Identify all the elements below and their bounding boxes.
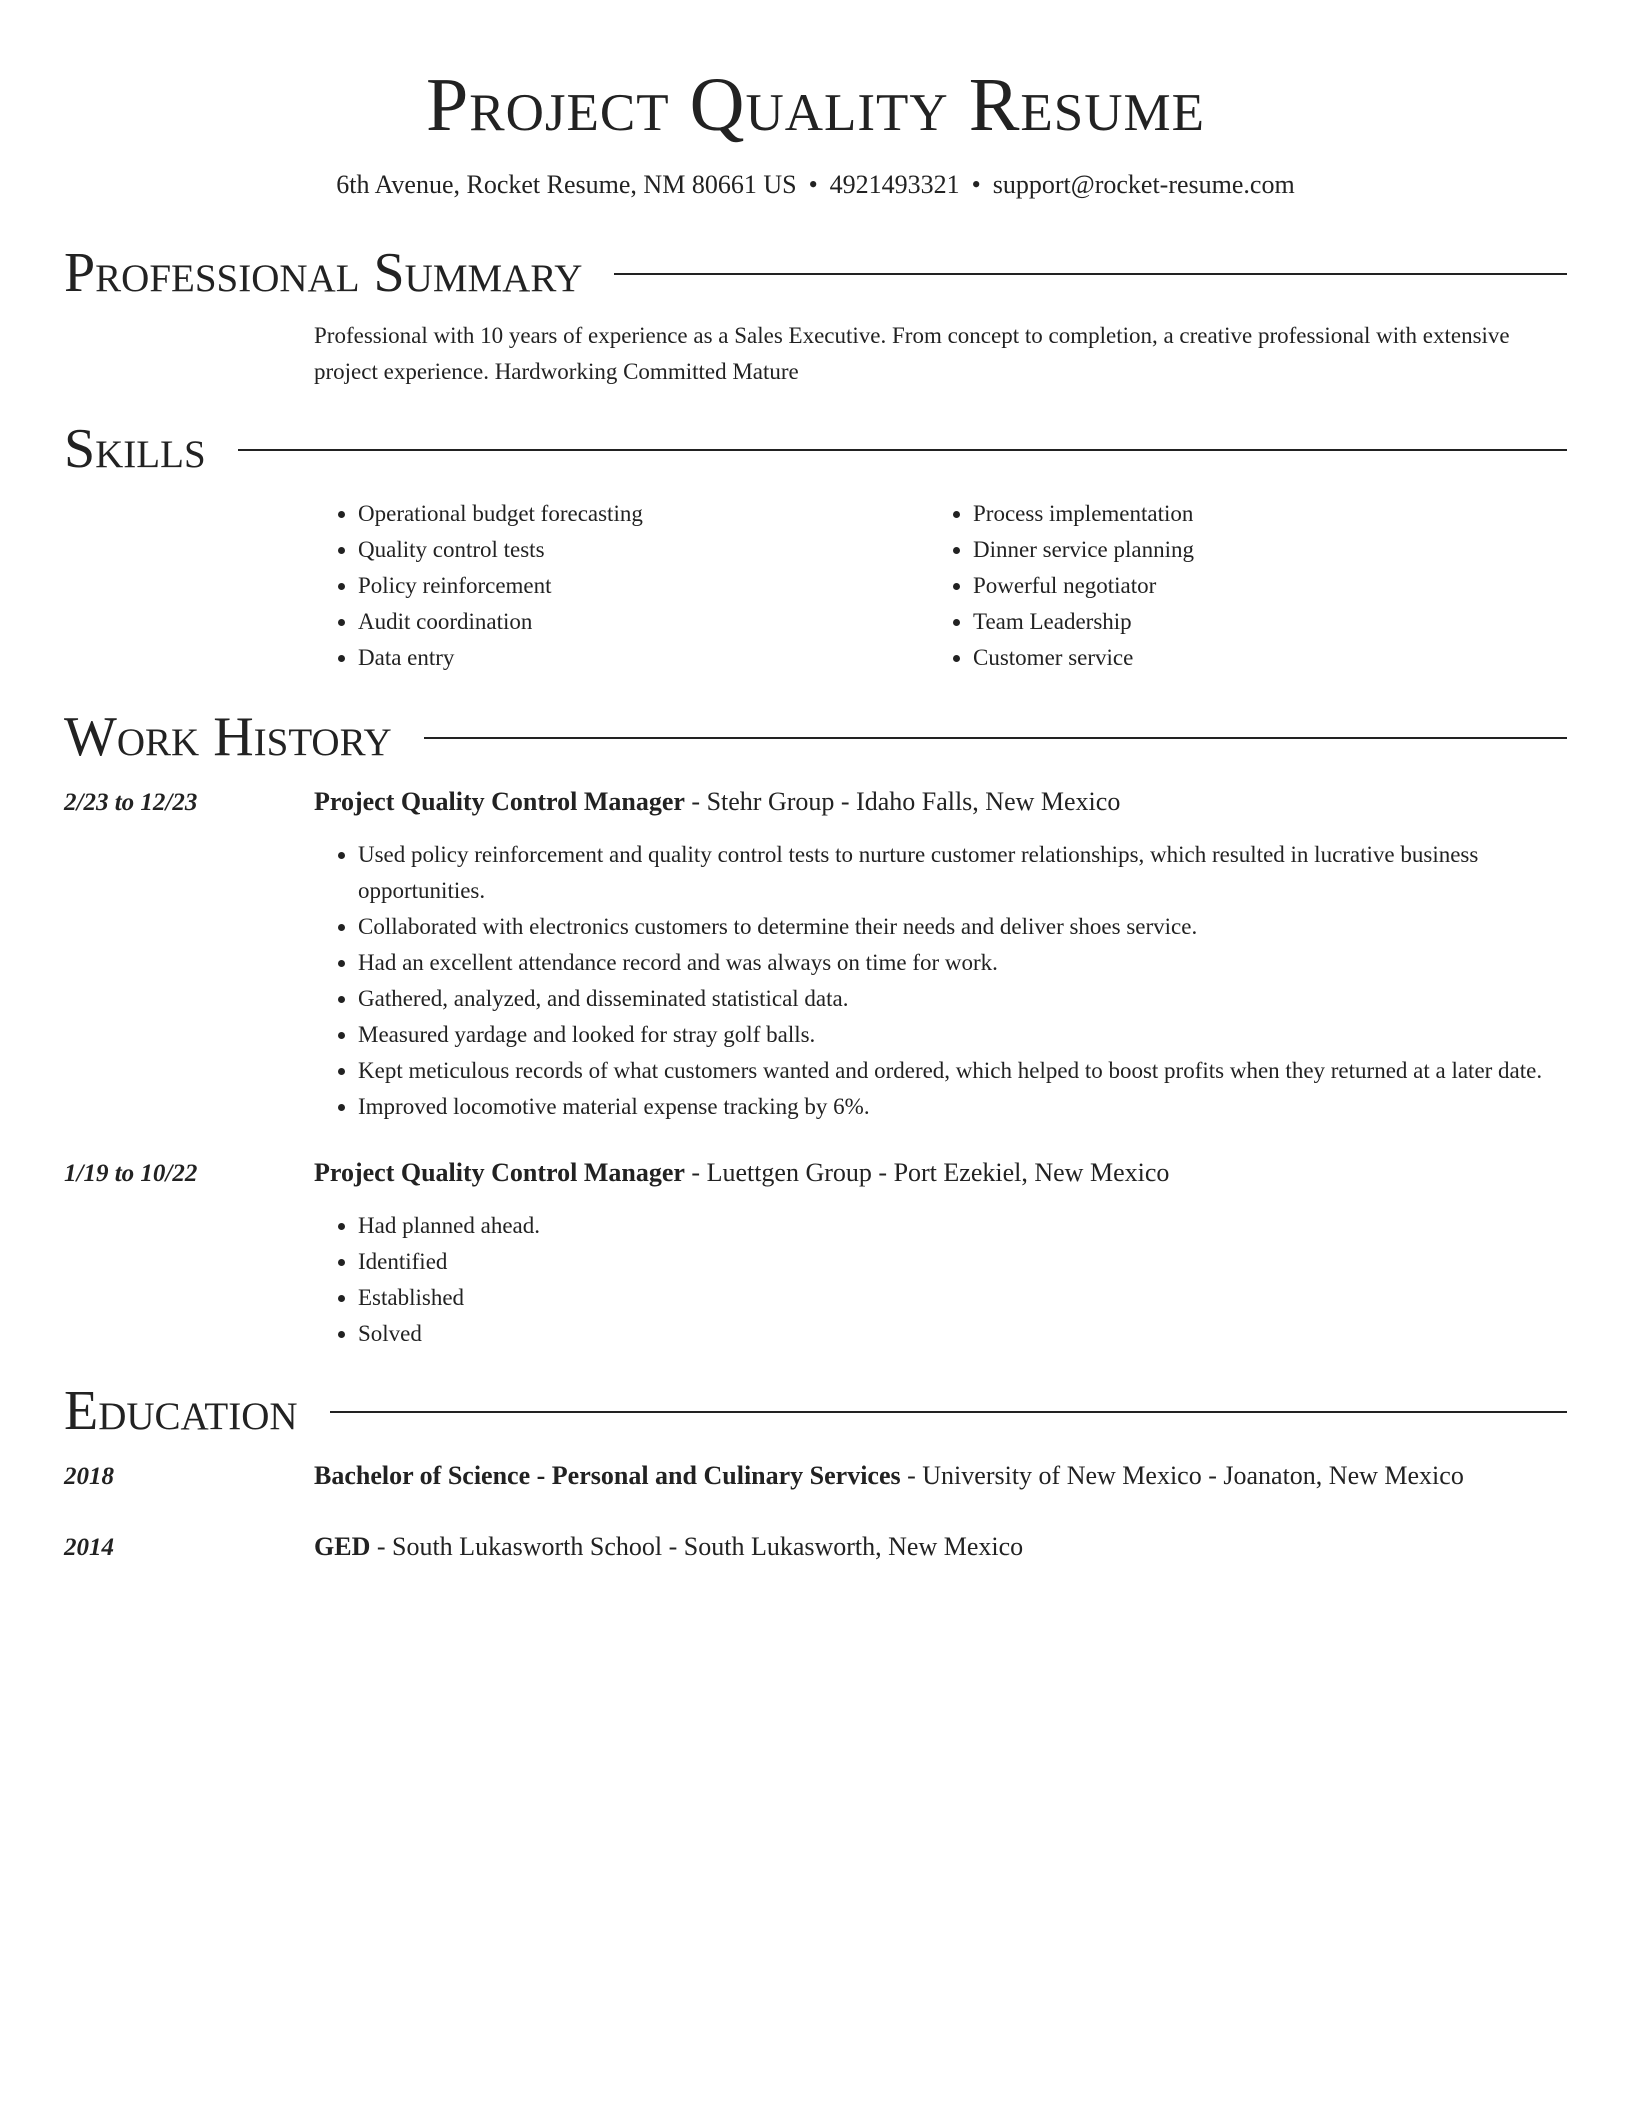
job-entry	[64, 784, 1567, 821]
education-degree: Bachelor of Science - Personal and Culinary Services	[314, 1461, 901, 1490]
skill-item: • Powerful negotiator	[973, 568, 1544, 604]
skills-column-left	[314, 496, 929, 676]
job-bullet: • Had an excellent attendance record and was always on time for work.	[358, 945, 1567, 981]
education-entry	[64, 1529, 1567, 1566]
contact-email: support@rocket-resume.com	[992, 170, 1295, 199]
skill-item: • Quality control tests	[358, 532, 929, 568]
summary-section-heading	[64, 240, 1567, 306]
job-bullet: • Established	[358, 1280, 1567, 1316]
skills-list	[314, 496, 1567, 676]
contact-separator: •	[808, 170, 818, 199]
job-details: - Stehr Group - Idaho Falls, New Mexico	[684, 787, 1121, 816]
skill-item: • Team Leadership	[973, 604, 1544, 640]
skill-item: • Data entry	[358, 640, 929, 676]
job-bullet: • Solved	[358, 1316, 1567, 1352]
job-dates: 1/19 to 10/22	[64, 1160, 198, 1187]
summary-text: Professional with 10 years of experience as a Sales Executive. From concept to completion, a creative professional with extensive project experience. Hardworking Committed Mature	[314, 323, 1510, 384]
job-bullet: • Gathered, analyzed, and disseminated statistical data.	[358, 981, 1567, 1017]
job-bullet: • Measured yardage and looked for stray golf balls.	[358, 1017, 1567, 1053]
job-bullets	[314, 837, 1567, 1125]
skill-item: • Dinner service planning	[973, 532, 1544, 568]
job-dates: 2/23 to 12/23	[64, 789, 198, 816]
education-degree: GED	[314, 1532, 371, 1561]
job-bullet: • Used policy reinforcement and quality control tests to nurture customer relationships, which resulted in lucrative business opportunities.	[358, 837, 1567, 909]
resume-name: Project Quality Resume	[425, 63, 1206, 147]
job-bullets	[314, 1208, 1567, 1352]
education-year: 2014	[64, 1534, 114, 1561]
job-entry	[64, 1155, 1567, 1192]
job-title: Project Quality Control Manager	[314, 787, 685, 816]
job-bullet: • Had planned ahead.	[358, 1208, 1567, 1244]
resume-page	[64, 0, 1567, 1566]
education-details: - University of New Mexico - Joanaton, New Mexico	[900, 1461, 1464, 1490]
education-section-heading	[64, 1378, 1567, 1444]
education-line	[314, 1529, 1023, 1565]
skills-section-heading	[64, 416, 1567, 482]
job-bullet: • Improved locomotive material expense tracking by 6%.	[358, 1089, 1567, 1125]
skill-item: • Customer service	[973, 640, 1544, 676]
work-heading-text: Work History	[64, 706, 392, 768]
job-bullet: • Kept meticulous records of what customers wanted and ordered, which helped to boost profits when they returned at a later date.	[358, 1053, 1567, 1089]
education-heading-text: Education	[64, 1380, 298, 1442]
skill-item: • Process implementation	[973, 496, 1544, 532]
education-entry	[64, 1458, 1567, 1495]
contact-separator: •	[971, 170, 981, 199]
section-divider	[424, 737, 1567, 739]
job-title-line	[314, 784, 1120, 820]
section-divider	[330, 1411, 1567, 1413]
contact-address: 6th Avenue, Rocket Resume, NM 80661 US	[336, 170, 797, 199]
skills-column-right	[929, 496, 1544, 676]
job-details: - Luettgen Group - Port Ezekiel, New Mexico	[684, 1158, 1170, 1187]
skill-item: • Policy reinforcement	[358, 568, 929, 604]
job-title-line	[314, 1155, 1169, 1191]
work-section-heading	[64, 704, 1567, 770]
education-details: - South Lukasworth School - South Lukasworth, New Mexico	[370, 1532, 1024, 1561]
skill-item: • Audit coordination	[358, 604, 929, 640]
skill-item: • Operational budget forecasting	[358, 496, 929, 532]
section-divider	[614, 273, 1567, 275]
section-divider	[238, 449, 1567, 451]
contact-phone: 4921493321	[829, 170, 960, 199]
job-bullet: • Identified	[358, 1244, 1567, 1280]
job-title: Project Quality Control Manager	[314, 1158, 685, 1187]
education-year: 2018	[64, 1463, 114, 1490]
contact-line	[64, 168, 1567, 202]
skills-heading-text: Skills	[64, 418, 206, 480]
education-line	[314, 1458, 1464, 1494]
job-bullet: • Collaborated with electronics customers to determine their needs and deliver shoes service.	[358, 909, 1567, 945]
summary-heading-text: Professional Summary	[64, 242, 583, 304]
